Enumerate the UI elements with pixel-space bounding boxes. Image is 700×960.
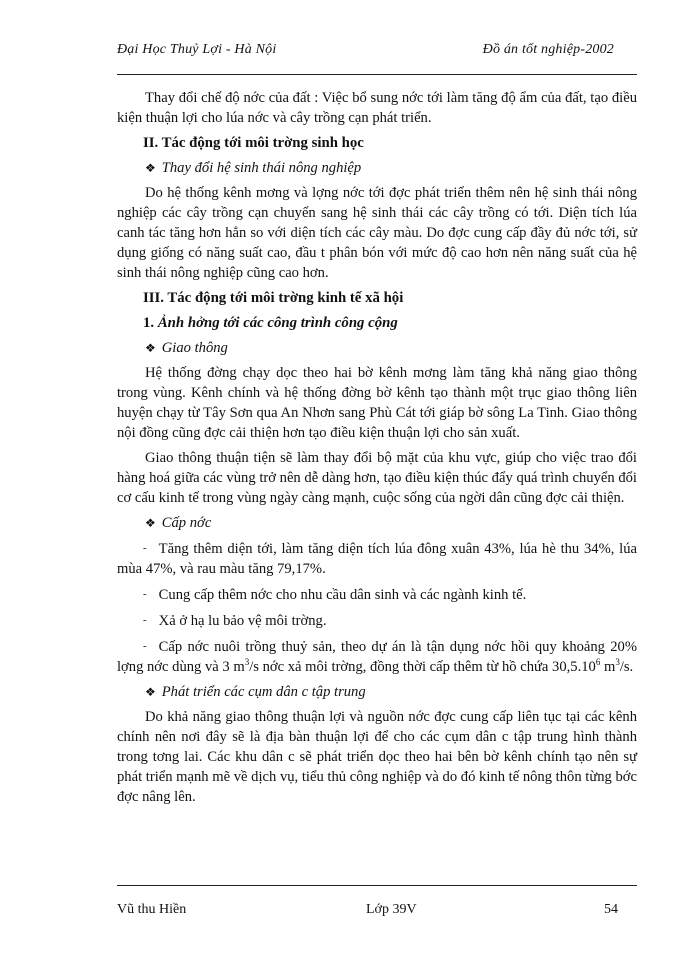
list-item (117, 636, 637, 677)
section-3-1-heading (143, 313, 637, 333)
superscript: 3 (615, 657, 620, 668)
list-item-text: Cung cấp thêm nớc cho nhu cầu dân sinh và các ngành kinh tế. (158, 587, 527, 603)
subheading-water-supply (145, 513, 637, 533)
paragraph-transport-2: Giao thông thuận tiện sẽ làm thay đổi bộ mặt của khu vực, giúp cho việc trao đổi hàng hoá giữa các vùng trở nên dễ dàng hơn, tạo điều kiện thúc đẩy quá trình chuyển đổi cơ cấu kinh tế trong vùng ngày càng mạnh, cuộc sống của ngời dân cũng đợc cải thiện. (117, 450, 637, 506)
footer-author: Vũ thu Hiền (117, 902, 187, 917)
dash-marker: - (143, 640, 147, 652)
page-body (117, 88, 637, 812)
footer-divider (117, 885, 637, 886)
subheading-ecosystem (145, 158, 637, 178)
dash-marker: - (143, 614, 147, 626)
footer-class: Lớp 39V (366, 902, 417, 917)
subheading-transport (145, 338, 637, 358)
list-item-text: Cấp nớc nuôi trồng thuỷ sản, theo dự án là tận dụng nớc hồi quy khoảng 20% lợng nớc dùng và 3 m (117, 639, 637, 675)
subheading-residential (145, 682, 637, 702)
paragraph-ecosystem: Do hệ thống kênh mơng và lợng nớc tới đợc phát triển thêm nên hệ sinh thái nông nghiệp các cây trồng cạn chuyển sang hệ sinh thái các cây trồng có tới. Diện tích lúa canh tác tăng hơn hẳn so với diện tích các cây màu. Do đợc cung cấp đầy đủ nớc tới, sử dụng giống có năng suất cao, đầu t phân bón với mức độ cao hơn nên năng suất của hệ sinh thái nông nghiệp cũng cao hơn. (117, 185, 637, 281)
list-item (117, 538, 637, 579)
subheading-water-supply-text: Cấp nớc (161, 515, 212, 531)
diamond-bullet-icon: ❖ (145, 516, 156, 530)
section-3-heading: III. Tác động tới môi trờng kinh tế xã hội (143, 290, 404, 306)
diamond-bullet-icon: ❖ (145, 341, 156, 355)
superscript: 6 (595, 657, 601, 668)
list-item (117, 610, 637, 631)
header-divider (117, 74, 637, 75)
subheading-ecosystem-text: Thay đổi hệ sinh thái nông nghiệp (161, 160, 362, 176)
list-item-text: Xả ở hạ lu bảo vệ môi trờng. (158, 613, 327, 629)
header-institution: Đại Học Thuỷ Lợi - Hà Nội (117, 42, 277, 57)
list-item-text: m (600, 659, 616, 675)
list-item-text: /s. (619, 659, 634, 675)
paragraph-residential: Do khả năng giao thông thuận lợi và nguồn nớc đợc cung cấp liên tục tại các kênh chính nên nơi đây sẽ là địa bàn thuận lợi để cho các cụm dân c tập trung hình thành trong tơng lai. Các khu dân c sẽ phát triển dọc theo hai bên bờ kênh chính tạo nên sự phát triển mạnh mẽ về dịch vụ, tiểu thủ công nghiệp và do đó kinh tế nông thôn từng bớc đợc nâng lên. (117, 709, 637, 805)
list-item (117, 584, 637, 605)
paragraph-soil-water: Thay đổi chế độ nớc của đất : Việc bổ sung nớc tới làm tăng độ ẩm của đất, tạo điều kiện thuận lợi cho lúa nớc và cây trồng cạn phát triển. (117, 90, 637, 126)
diamond-bullet-icon: ❖ (145, 685, 156, 699)
paragraph-transport-1: Hệ thống đờng chạy dọc theo hai bờ kênh mơng làm tăng khả năng giao thông trong vùng. Kênh chính và hệ thống đờng bờ kênh tạo thành một trục giao thông liên huyện chạy từ Tây Sơn qua An Nhơn sang Phù Cát tới giáp bờ sông La Tinh. Giao thông nội đồng cũng đợc cải thiện hơn tạo điều kiện thuận lợi cho sản xuất. (117, 365, 637, 441)
section-3-1-title: Ảnh hởng tới các công trình công cộng (157, 315, 398, 331)
superscript: 3 (244, 657, 250, 668)
list-item-text: Tăng thêm diện tới, làm tăng diện tích lúa đông xuân 43%, lúa hè thu 34%, lúa mùa 47%, và rau màu tăng 79,17%. (117, 541, 637, 577)
list-item-text: /s nớc xả môi trờng, đồng thời cấp thêm từ hồ chứa 30,5.10 (249, 659, 596, 675)
header-document-title: Đồ án tốt nghiệp-2002 (482, 42, 614, 57)
subheading-transport-text: Giao thông (161, 340, 228, 356)
diamond-bullet-icon: ❖ (145, 161, 156, 175)
section-3-1-number: 1. (143, 315, 155, 331)
page-number: 54 (604, 902, 618, 917)
dash-marker: - (143, 588, 147, 600)
section-2-heading: II. Tác động tới môi trờng sinh học (143, 135, 364, 151)
dash-marker: - (143, 542, 147, 554)
subheading-residential-text: Phát triển các cụm dân c tập trung (161, 684, 366, 700)
